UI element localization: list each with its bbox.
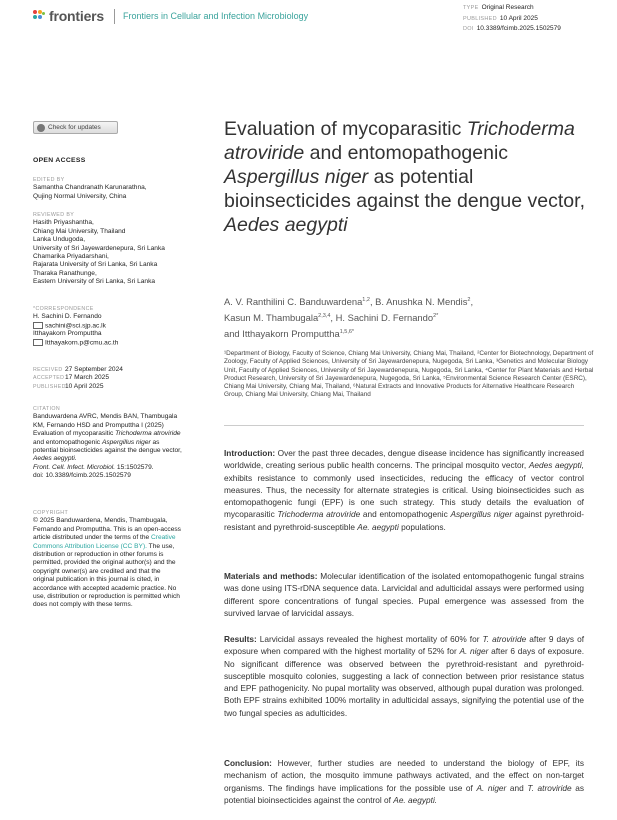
reviewer-line: Eastern University of Sri Lanka, Sri Lanka bbox=[33, 278, 156, 286]
copyright-text: © 2025 Banduwardena, Mendis, Thambugala, Fernando and Promputtha. This is an open-access article distributed under the terms of the Creative Commons Attribution License (CC BY). The use, distribution or reproduction in other forums is permitted, provided the original author(s) and the copyright owner(s) are credited and that the original publication in this journal is cited, in accordance with accepted academic practice. No use, distribution or reproduction is permitted which does not comply with these terms. bbox=[33, 517, 181, 609]
author-name[interactable]: B. Anushka N. Mendis bbox=[375, 296, 468, 307]
reviewer-line: Chiang Mai University, Thailand bbox=[33, 227, 126, 235]
meta-published-value: 10 April 2025 bbox=[499, 14, 538, 22]
methods-heading: Materials and methods: bbox=[224, 571, 318, 581]
meta-published-label: PUBLISHED bbox=[463, 15, 497, 22]
reviewer-line: University of Sri Jayewardenepura, Sri Lanka bbox=[33, 244, 165, 252]
corr-email-2-row[interactable] bbox=[33, 339, 183, 348]
published-label: PUBLISHED bbox=[33, 383, 66, 390]
abstract-introduction: Introduction: Over the past three decades, dengue disease incidence has significantly increased worldwide, creating serious public health concerns. The principal mosquito vector, Aedes aegypti, exhibits resistance to commonly used insecticides, reducing the efficacy of vector control measures. Thus, the necessity for alternate strategies is critical. Using bioinsecticides such as entomopathogenic fungi (EPF) is one such strategy. This study details the evaluation of mycoparasitic Trichoderma atroviride and entomopathogenic Aspergillus niger against pyrethroid-resistant and pyrethroid-susceptible Ae. aegypti populations. bbox=[224, 448, 585, 532]
author-name[interactable]: A. V. Ranthilini C. Banduwardena bbox=[224, 296, 363, 307]
edited-by-section bbox=[33, 176, 183, 201]
reviewed-by-section bbox=[33, 211, 183, 287]
article-meta bbox=[463, 3, 561, 35]
reviewer-line: Rajarata University of Sri Lanka, Sri Lanka bbox=[33, 261, 158, 269]
correspondence-section bbox=[33, 305, 183, 348]
author-name[interactable]: H. Sachini D. Fernando bbox=[335, 312, 434, 323]
corr-name-2: Itthayakorn Promputtha bbox=[33, 330, 102, 338]
abstract-methods: Materials and methods: Molecular identification of the isolated entomopathogenic fungal strains was done using ITS-rDNA sequence data. Larvicidal and adulticidal assays were performed using different spore concentrations of fungal species. Pupal emergence was assessed from the survived larvae of larvicidal assays. bbox=[224, 571, 584, 618]
editor-name: Samantha Chandranath Karunarathna, bbox=[33, 184, 147, 192]
author-name[interactable]: Kasun M. Thambugala bbox=[224, 312, 319, 323]
reviewer-line: Hasith Priyashantha, bbox=[33, 219, 94, 227]
reviewer-line: Chamarika Priyadarshani, bbox=[33, 253, 109, 261]
open-access-text: OPEN ACCESS bbox=[33, 157, 86, 164]
envelope-icon bbox=[33, 322, 43, 329]
license-link[interactable]: Creative Commons Attribution License (CC BY). bbox=[33, 534, 176, 550]
reviewer-line: Lanka Undugoda, bbox=[33, 236, 86, 244]
corr-email-1[interactable]: sachini@sci.sjp.ac.lk bbox=[45, 322, 106, 330]
correspondence-label: *CORRESPONDENCE bbox=[33, 306, 94, 312]
received-label: RECEIVED bbox=[33, 367, 63, 373]
copyright-label: COPYRIGHT bbox=[33, 510, 69, 516]
update-icon bbox=[37, 124, 45, 132]
journal-name[interactable]: Frontiers in Cellular and Infection Microbiology bbox=[123, 11, 309, 21]
accepted-label: ACCEPTED bbox=[33, 375, 65, 382]
article-title: Evaluation of mycoparasitic Trichoderma atroviride and entomopathogenic Aspergillus niger as potential bioinsecticides against the dengue vector, Aedes aegypti bbox=[224, 118, 585, 236]
corr-name-1: H. Sachini D. Fernando bbox=[33, 313, 102, 321]
affiliations: ¹Department of Biology, Faculty of Science, Chiang Mai University, Chiang Mai, Thailand, ²Center for Biotechnology, Department of Zoology, Faculty of Applied Sciences, University of Sri Jayewardenepura, Nugegoda, Sri Lanka, ³Genetics and Molecular Biology Unit, Faculty of Applied Sciences, University of Sri Jayewardenepura, Nugegoda, Sri Lanka, ⁴Center for Plant Materials and Herbal Product Research, University of Sri Jayewardenepura, Nugegoda, Sri Lanka, ⁵Environmental Science Research Center (ESRC), Chiang Mai University, Chiang Mai, Thailand, ⁶Natural Extracts and Innovative Products for Alternative Healthcare Research Group, Chiang Mai University, Chiang Mai, Thailand bbox=[224, 350, 594, 399]
corr-email-1-row[interactable] bbox=[33, 322, 183, 331]
meta-type-value: Original Research bbox=[481, 4, 534, 11]
author-list: A. V. Ranthilini C. Banduwardena$^{1,2}$, B. Anushka N. Mendis$^2$, Kasun M. Thambugala$^{2,3,4}$, H. Sachini D. Fernando$^{2*}$ and Itthayakorn Promputtha$^{1,5,6*}$ bbox=[224, 296, 474, 339]
abstract-results: Results: Larvicidal assays revealed the highest mortality of 60% for T. atroviride after 9 days of exposure when compared with the highest mortality of 52% for A. niger after 6 days of exposure. No significant difference was observed between the pyrethroid-resistant and pyrethroid-susceptible mosquito colonies, suggesting a lack of connection between prior resistance status and EPF pathogenicity. No pupal mortality was observed, although pupal duration was prolonged. Both EPF strains exhibited 100% mortality in adulticidal assays, signifying the potential use of the two fungal species as adulticides. bbox=[224, 634, 585, 718]
open-access-label bbox=[33, 157, 183, 165]
reviewed-by-label: REVIEWED BY bbox=[33, 212, 75, 218]
meta-doi-value[interactable]: 10.3389/fcimb.2025.1502579 bbox=[476, 25, 561, 32]
accepted-date: 17 March 2025 bbox=[65, 374, 109, 382]
check-for-updates-button[interactable] bbox=[33, 121, 118, 134]
conclusion-heading: Conclusion: bbox=[224, 758, 272, 768]
meta-type-label: TYPE bbox=[463, 5, 479, 11]
citation-label: CITATION bbox=[33, 406, 61, 412]
check-for-updates-label: Check for updates bbox=[48, 124, 101, 131]
abstract-conclusion: Conclusion: However, further studies are needed to understand the biology of EPF, its mechanism of action, the mosquito immune pathways activated, and the effect on non-target organisms. The findings have implications for the possible use of A. niger and T. atroviride as potential bioinsecticides against the control of Ae. aegypti. bbox=[224, 758, 585, 805]
dates-section bbox=[33, 366, 183, 391]
results-heading: Results: bbox=[224, 634, 257, 644]
corr-email-2[interactable]: Itthayakorn.p@cmu.ac.th bbox=[45, 339, 119, 347]
citation-text: Banduwardena AVRC, Mendis BAN, Thambugala KM, Fernando HSD and Promputtha I (2025) Evaluation of mycoparasitic Trichoderma atroviride and entomopathogenic Aspergillus niger as potential bioinsecticides against the dengue vector, Aedes aegypti. Front. Cell. Infect. Microbiol. 15:1502579. doi: 10.3389/fcimb.2025.1502579 bbox=[33, 413, 182, 480]
frontiers-logo-icon bbox=[33, 10, 46, 23]
citation-doi[interactable]: doi: 10.3389/fcimb.2025.1502579 bbox=[33, 472, 131, 480]
edited-by-label: EDITED BY bbox=[33, 177, 65, 183]
reviewer-line: Tharaka Ranathunge, bbox=[33, 269, 97, 277]
published-date: 10 April 2025 bbox=[65, 382, 104, 390]
meta-doi-label: DOI bbox=[463, 26, 474, 32]
editor-affiliation: Qujing Normal University, China bbox=[33, 192, 127, 200]
author-name[interactable]: and Itthayakorn Promputtha bbox=[224, 328, 340, 339]
section-divider bbox=[224, 425, 584, 426]
header-divider bbox=[114, 9, 115, 24]
brand-name: frontiers bbox=[49, 8, 104, 24]
envelope-icon bbox=[33, 339, 43, 346]
citation-section bbox=[33, 405, 183, 481]
intro-heading: Introduction: bbox=[224, 448, 276, 458]
received-date: 27 September 2024 bbox=[65, 366, 123, 373]
frontiers-logo[interactable] bbox=[33, 8, 104, 24]
copyright-section bbox=[33, 509, 183, 610]
